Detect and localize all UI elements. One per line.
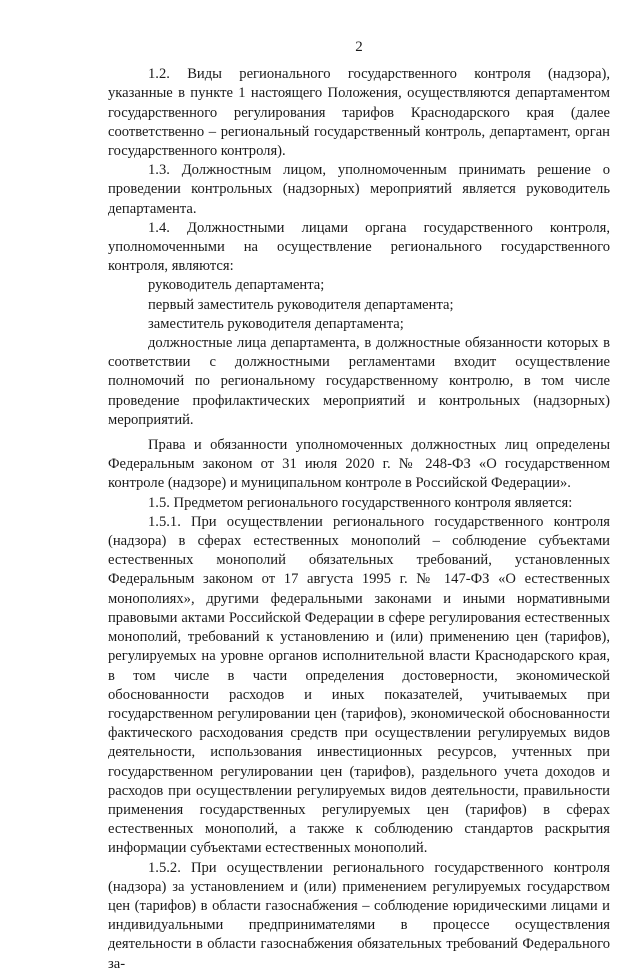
document-page [108,38,610,974]
list-item-head: руководитель департамента; [148,277,325,294]
paragraph-1-4: 1.4. Должностными лицами органа государственного контроля, уполномоченными на осуществление регионального государственного контроля, являются: [108,219,610,275]
paragraph-1-5-2: 1.5.2. При осуществлении регионального государственного контроля (надзора) за установлением и (или) применением регулируемых государством цен (тарифов) в области газоснабжения – соблюдение юридическими лицами и индивидуальными предпринимателями в процессе осуществления деятельности в области газоснабжения обязательных требований Федерального за- [108,859,610,972]
page-number: 2 [355,39,363,55]
paragraph-1-5: 1.5. Предметом регионального государственного контроля является: [148,494,573,511]
list-item-deputy: заместитель руководителя департамента; [148,315,404,332]
paragraph-rights: Права и обязанности уполномоченных должностных лиц определены Федеральным законом от 31 июля 2020 г. № 248-ФЗ «О государственном контроле (надзоре) и муниципальном контроле в Российской Федерации». [108,437,610,492]
paragraph-1-5-1: 1.5.1. При осуществлении регионального государственного контроля (надзора) в сферах естественных монополий – соблюдение субъектами естественных монополий обязательных требований, установленных Федеральным законом от 17 августа 1995 г. № 147-ФЗ «О естественных монополиях», другими федеральными законами и иными нормативными правовыми актами Российской Федерации в сфере регулирования естественных монополий, требований к установлению и (или) применению цен (тарифов), регулируемых на уровне органов исполнительной власти Краснодарского края, в том числе в части определения достоверности, экономической обоснованности расходов и иных показателей, учитываемых при государственном регулировании цен (тарифов), экономической обоснованности фактического расходования средств при осуществлении регулируемых видов деятельности, использования инвестиционных ресурсов, учтенных при государственном регулировании цен (тарифов), раздельного учета доходов и расходов при осуществлении регулируемых видов деятельности, правильности применения государственных регулируемых цен (тарифов) в сферах естественных монополий, а также к соблюдению стандартов раскрытия информации субъектами естественных монополий. [108,513,610,857]
list-item-first-deputy: первый заместитель руководителя департамента; [148,296,454,313]
paragraph-1-3: 1.3. Должностным лицом, уполномоченным принимать решение о проведении контрольных (надзорных) мероприятий является руководитель департамента. [108,162,610,217]
list-item-officials: должностные лица департамента, в должностные обязанности которых в соответствии с должностными регламентами входит осуществление полномочий по региональному государственному контролю, в том числе проведение профилактических мероприятий и контрольных (надзорных) мероприятий. [108,335,610,428]
paragraph-1-2: 1.2. Виды регионального государственного контроля (надзора), указанные в пункте 1 настоящего Положения, осуществляются департаментом государственного регулирования тарифов Краснодарского края (далее соответственно – региональный государственный контроль, департамент, орган государственного контроля). [108,66,610,160]
